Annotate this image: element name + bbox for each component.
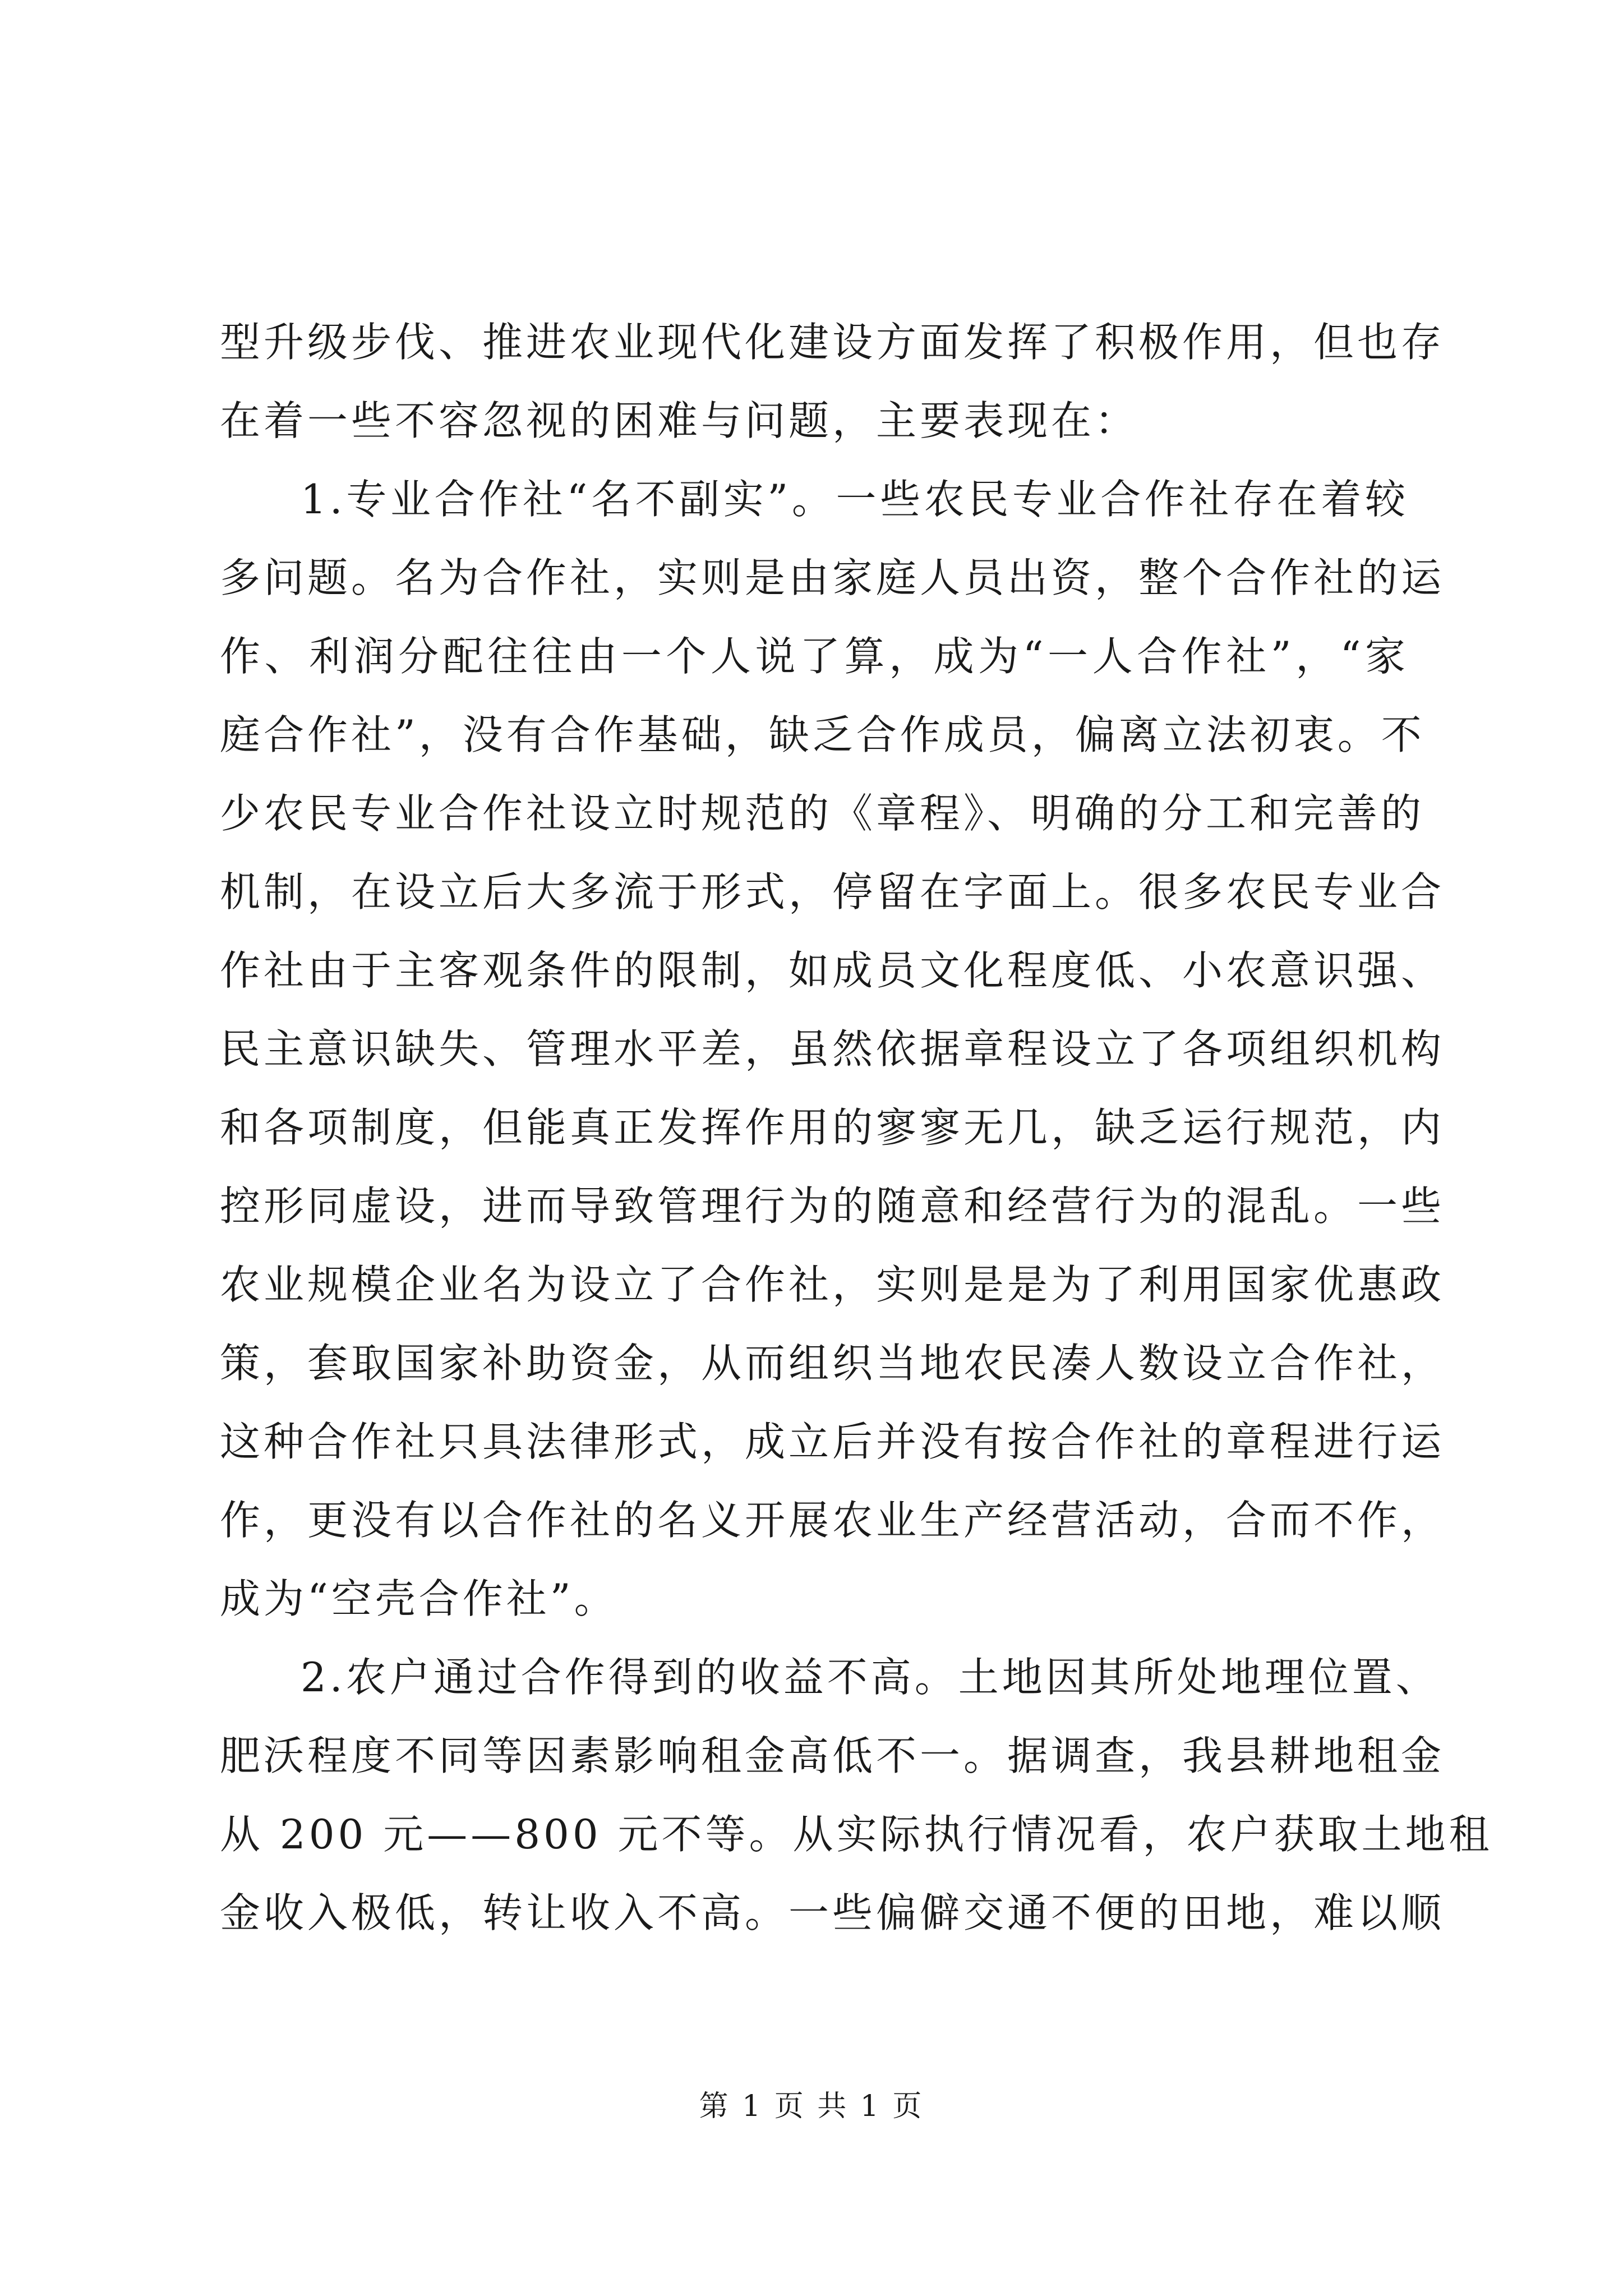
text-line: 策，套取国家补助资金，从而组织当地农民凑人数设立合作社， (220, 1340, 1445, 1387)
text-line: 1.专业合作社“名不副实”。一些农民专业合作社存在着较 (301, 476, 1409, 523)
text-line: 和各项制度，但能真正发挥作用的寥寥无几，缺乏运行规范，内 (220, 1104, 1445, 1151)
text-line: 民主意识缺失、管理水平差，虽然依据章程设立了各项组织机构 (220, 1025, 1445, 1073)
text-line: 型升级步伐、推进农业现代化建设方面发挥了积极作用，但也存 (220, 319, 1445, 366)
text-line: 这种合作社只具法律形式，成立后并没有按合作社的章程进行运 (220, 1418, 1445, 1465)
text-line: 作，更没有以合作社的名义开展农业生产经营活动，合而不作， (220, 1497, 1445, 1544)
text-line: 成为“空壳合作社”。 (220, 1575, 618, 1622)
text-line: 在着一些不容忽视的困难与问题，主要表现在： (220, 397, 1139, 444)
document-body (220, 303, 1493, 1952)
text-line: 金收入极低，转让收入不高。一些偏僻交通不便的田地，难以顺 (220, 1889, 1445, 1936)
text-line: 农业规模企业名为设立了合作社，实则是是为了利用国家优惠政 (220, 1261, 1445, 1308)
text-line: 作社由于主客观条件的限制，如成员文化程度低、小农意识强、 (220, 947, 1445, 994)
text-line: 2.农户通过合作得到的收益不高。土地因其所处地理位置、 (301, 1654, 1440, 1701)
text-line: 庭合作社”，没有合作基础，缺乏合作成员，偏离立法初衷。不 (220, 711, 1425, 758)
page-footer: 第 1 页 共 1 页 (699, 2090, 924, 2123)
text-line: 作、利润分配往往由一个人说了算，成为“一人合作社”，“家 (220, 633, 1409, 680)
text-line: 机制，在设立后大多流于形式，停留在字面上。很多农民专业合 (220, 868, 1445, 915)
text-line: 少农民专业合作社设立时规范的《章程》、明确的分工和完善的 (220, 790, 1425, 837)
text-line: 多问题。名为合作社，实则是由家庭人员出资，整个合作社的运 (220, 554, 1445, 601)
text-line: 从 200 元——800 元不等。从实际执行情况看，农户获取土地租 (220, 1811, 1493, 1858)
text-line: 肥沃程度不同等因素影响租金高低不一。据调查，我县耕地租金 (220, 1732, 1445, 1779)
text-line: 控形同虚设，进而导致管理行为的随意和经营行为的混乱。一些 (220, 1182, 1445, 1230)
